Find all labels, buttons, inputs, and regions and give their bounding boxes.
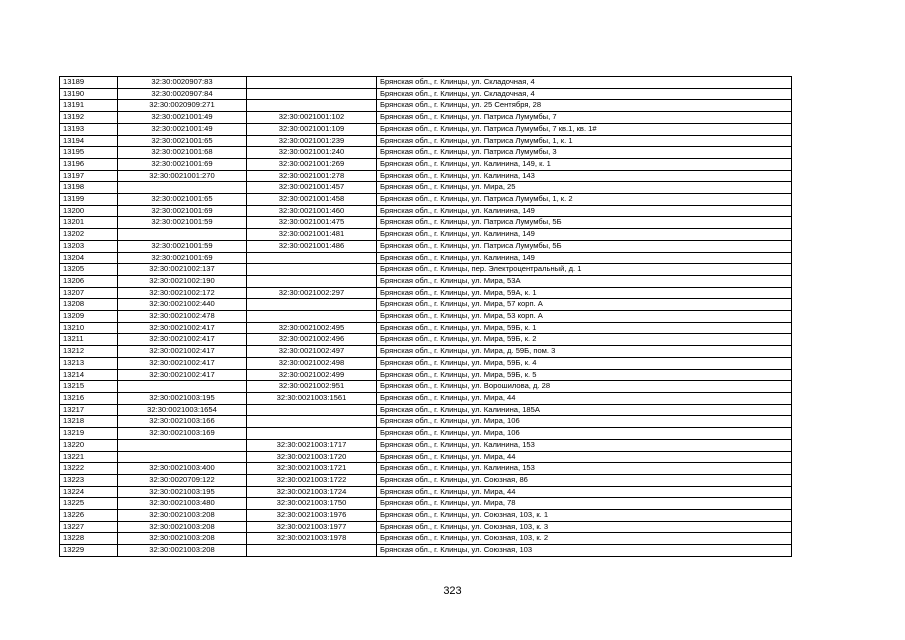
land-cadastral-number-cell: 32:30:0021002:172 [118,287,247,299]
building-cadastral-number-cell: 32:30:0021001:239 [247,135,377,147]
land-cadastral-number-cell: 32:30:0021001:65 [118,135,247,147]
building-cadastral-number-cell: 32:30:0021001:269 [247,158,377,170]
row-number-cell: 13200 [60,205,118,217]
land-cadastral-number-cell [118,381,247,393]
table-row [60,439,792,451]
row-number-cell: 13209 [60,311,118,323]
building-cadastral-number-cell: 32:30:0021001:486 [247,240,377,252]
building-cadastral-number-cell: 32:30:0021001:278 [247,170,377,182]
land-cadastral-number-cell: 32:30:0021001:65 [118,194,247,206]
table-row [60,498,792,510]
table-row [60,287,792,299]
land-cadastral-number-cell: 32:30:0020907:83 [118,77,247,89]
building-cadastral-number-cell: 32:30:0021003:1721 [247,463,377,475]
table-row [60,205,792,217]
table-row [60,264,792,276]
table-row [60,217,792,229]
row-number-cell: 13223 [60,474,118,486]
address-cell: Брянская обл., г. Клинцы, пер. Электроцентральный, д. 1 [377,264,792,276]
building-cadastral-number-cell: 32:30:0021003:1724 [247,486,377,498]
land-cadastral-number-cell [118,182,247,194]
table-row [60,112,792,124]
address-cell: Брянская обл., г. Клинцы, ул. Калинина, 153 [377,463,792,475]
row-number-cell: 13214 [60,369,118,381]
land-cadastral-number-cell: 32:30:0021001:270 [118,170,247,182]
row-number-cell: 13227 [60,521,118,533]
address-cell: Брянская обл., г. Клинцы, ул. Калинина, 143 [377,170,792,182]
address-cell: Брянская обл., г. Клинцы, ул. Патриса Лумумбы, 5Б [377,240,792,252]
land-cadastral-number-cell: 32:30:0021001:69 [118,252,247,264]
row-number-cell: 13213 [60,357,118,369]
building-cadastral-number-cell: 32:30:0021003:1978 [247,533,377,545]
row-number-cell: 13212 [60,346,118,358]
row-number-cell: 13222 [60,463,118,475]
address-cell: Брянская обл., г. Клинцы, ул. Ворошилова, д. 28 [377,381,792,393]
address-cell: Брянская обл., г. Клинцы, ул. Калинина, 149, к. 1 [377,158,792,170]
row-number-cell: 13220 [60,439,118,451]
land-cadastral-number-cell: 32:30:0021001:59 [118,217,247,229]
table-row [60,416,792,428]
table-row [60,533,792,545]
address-cell: Брянская обл., г. Клинцы, ул. Мира, 44 [377,451,792,463]
land-cadastral-number-cell: 32:30:0021002:417 [118,322,247,334]
address-cell: Брянская обл., г. Клинцы, ул. Патриса Лумумбы, 5Б [377,217,792,229]
building-cadastral-number-cell: 32:30:0021003:1717 [247,439,377,451]
address-cell: Брянская обл., г. Клинцы, ул. Калинина, 149 [377,252,792,264]
row-number-cell: 13228 [60,533,118,545]
land-cadastral-number-cell: 32:30:0021002:417 [118,369,247,381]
building-cadastral-number-cell [247,416,377,428]
table-row [60,77,792,89]
row-number-cell: 13202 [60,229,118,241]
table-row [60,428,792,440]
row-number-cell: 13219 [60,428,118,440]
table-row [60,392,792,404]
address-cell: Брянская обл., г. Клинцы, ул. Мира, 57 корп. А [377,299,792,311]
property-table [59,76,792,557]
table-row [60,381,792,393]
land-cadastral-number-cell: 32:30:0021003:1654 [118,404,247,416]
building-cadastral-number-cell: 32:30:0021001:457 [247,182,377,194]
table-row [60,240,792,252]
land-cadastral-number-cell: 32:30:0021002:417 [118,346,247,358]
row-number-cell: 13216 [60,392,118,404]
land-cadastral-number-cell: 32:30:0021003:166 [118,416,247,428]
building-cadastral-number-cell: 32:30:0021002:297 [247,287,377,299]
land-cadastral-number-cell: 32:30:0021002:417 [118,334,247,346]
row-number-cell: 13217 [60,404,118,416]
table-row [60,357,792,369]
address-cell: Брянская обл., г. Клинцы, ул. Мира, 59Б, к. 5 [377,369,792,381]
land-cadastral-number-cell: 32:30:0021001:68 [118,147,247,159]
address-cell: Брянская обл., г. Клинцы, ул. Калинина, 153 [377,439,792,451]
address-cell: Брянская обл., г. Клинцы, ул. Мира, 53А [377,275,792,287]
building-cadastral-number-cell [247,404,377,416]
table-row [60,369,792,381]
land-cadastral-number-cell [118,451,247,463]
building-cadastral-number-cell: 32:30:0021003:1561 [247,392,377,404]
building-cadastral-number-cell [247,100,377,112]
address-cell: Брянская обл., г. Клинцы, ул. Мира, 106 [377,416,792,428]
address-cell: Брянская обл., г. Клинцы, ул. Мира, 106 [377,428,792,440]
land-cadastral-number-cell: 32:30:0021002:137 [118,264,247,276]
land-cadastral-number-cell: 32:30:0020909:271 [118,100,247,112]
table-row [60,521,792,533]
row-number-cell: 13207 [60,287,118,299]
building-cadastral-number-cell [247,275,377,287]
table-row [60,123,792,135]
building-cadastral-number-cell: 32:30:0021002:497 [247,346,377,358]
row-number-cell: 13197 [60,170,118,182]
address-cell: Брянская обл., г. Клинцы, ул. Мира, 44 [377,392,792,404]
address-cell: Брянская обл., г. Клинцы, ул. Союзная, 103, к. 3 [377,521,792,533]
building-cadastral-number-cell [247,428,377,440]
table-row [60,275,792,287]
building-cadastral-number-cell: 32:30:0021002:498 [247,357,377,369]
row-number-cell: 13221 [60,451,118,463]
land-cadastral-number-cell: 32:30:0021003:400 [118,463,247,475]
row-number-cell: 13226 [60,510,118,522]
address-cell: Брянская обл., г. Клинцы, ул. Мира, д. 59Б, пом. 3 [377,346,792,358]
address-cell: Брянская обл., г. Клинцы, ул. Патриса Лумумбы, 7 [377,112,792,124]
row-number-cell: 13225 [60,498,118,510]
table-row [60,299,792,311]
table-row [60,147,792,159]
row-number-cell: 13198 [60,182,118,194]
row-number-cell: 13215 [60,381,118,393]
row-number-cell: 13190 [60,88,118,100]
address-cell: Брянская обл., г. Клинцы, ул. Мира, 25 [377,182,792,194]
address-cell: Брянская обл., г. Клинцы, ул. Складочная, 4 [377,88,792,100]
land-cadastral-number-cell: 32:30:0021003:208 [118,545,247,557]
building-cadastral-number-cell: 32:30:0021001:475 [247,217,377,229]
land-cadastral-number-cell: 32:30:0021001:69 [118,158,247,170]
land-cadastral-number-cell: 32:30:0021003:208 [118,533,247,545]
address-cell: Брянская обл., г. Клинцы, ул. Патриса Лумумбы, 7 кв.1, кв. 1# [377,123,792,135]
address-cell: Брянская обл., г. Клинцы, ул. Патриса Лумумбы, 3 [377,147,792,159]
table-row [60,486,792,498]
building-cadastral-number-cell: 32:30:0021001:458 [247,194,377,206]
building-cadastral-number-cell [247,252,377,264]
land-cadastral-number-cell: 32:30:0021003:208 [118,521,247,533]
building-cadastral-number-cell: 32:30:0021001:240 [247,147,377,159]
address-cell: Брянская обл., г. Клинцы, ул. Мира, 59А, к. 1 [377,287,792,299]
property-table-body [60,77,792,557]
land-cadastral-number-cell: 32:30:0021001:69 [118,205,247,217]
building-cadastral-number-cell [247,264,377,276]
building-cadastral-number-cell [247,545,377,557]
table-row [60,194,792,206]
address-cell: Брянская обл., г. Клинцы, ул. 25 Сентября, 28 [377,100,792,112]
building-cadastral-number-cell: 32:30:0021001:109 [247,123,377,135]
address-cell: Брянская обл., г. Клинцы, ул. Союзная, 103 [377,545,792,557]
land-cadastral-number-cell: 32:30:0021001:49 [118,123,247,135]
table-row [60,88,792,100]
land-cadastral-number-cell [118,439,247,451]
land-cadastral-number-cell: 32:30:0021003:208 [118,510,247,522]
table-row [60,182,792,194]
table-row [60,474,792,486]
row-number-cell: 13211 [60,334,118,346]
row-number-cell: 13208 [60,299,118,311]
address-cell: Брянская обл., г. Клинцы, ул. Союзная, 103, к. 1 [377,510,792,522]
row-number-cell: 13204 [60,252,118,264]
row-number-cell: 13189 [60,77,118,89]
row-number-cell: 13205 [60,264,118,276]
land-cadastral-number-cell: 32:30:0020907:84 [118,88,247,100]
land-cadastral-number-cell: 32:30:0021002:440 [118,299,247,311]
table-row [60,545,792,557]
land-cadastral-number-cell: 32:30:0021002:417 [118,357,247,369]
table-row [60,252,792,264]
row-number-cell: 13191 [60,100,118,112]
building-cadastral-number-cell: 32:30:0021002:499 [247,369,377,381]
table-row [60,451,792,463]
address-cell: Брянская обл., г. Клинцы, ул. Союзная, 103, к. 2 [377,533,792,545]
address-cell: Брянская обл., г. Клинцы, ул. Мира, 44 [377,486,792,498]
building-cadastral-number-cell: 32:30:0021002:495 [247,322,377,334]
building-cadastral-number-cell: 32:30:0021001:481 [247,229,377,241]
land-cadastral-number-cell: 32:30:0021001:49 [118,112,247,124]
row-number-cell: 13194 [60,135,118,147]
building-cadastral-number-cell: 32:30:0021003:1750 [247,498,377,510]
page-number: 323 [443,585,462,597]
row-number-cell: 13218 [60,416,118,428]
table-row [60,404,792,416]
table-row [60,311,792,323]
land-cadastral-number-cell: 32:30:0021003:480 [118,498,247,510]
row-number-cell: 13201 [60,217,118,229]
row-number-cell: 13193 [60,123,118,135]
table-row [60,100,792,112]
row-number-cell: 13224 [60,486,118,498]
table-row [60,322,792,334]
land-cadastral-number-cell: 32:30:0021002:190 [118,275,247,287]
address-cell: Брянская обл., г. Клинцы, ул. Патриса Лумумбы, 1, к. 1 [377,135,792,147]
land-cadastral-number-cell: 32:30:0021003:195 [118,392,247,404]
building-cadastral-number-cell: 32:30:0021003:1722 [247,474,377,486]
land-cadastral-number-cell: 32:30:0021002:478 [118,311,247,323]
table-row [60,510,792,522]
table-row [60,135,792,147]
address-cell: Брянская обл., г. Клинцы, ул. Мира, 59Б, к. 2 [377,334,792,346]
table-row [60,346,792,358]
building-cadastral-number-cell: 32:30:0021003:1976 [247,510,377,522]
building-cadastral-number-cell: 32:30:0021001:460 [247,205,377,217]
land-cadastral-number-cell: 32:30:0020709:122 [118,474,247,486]
building-cadastral-number-cell [247,299,377,311]
row-number-cell: 13195 [60,147,118,159]
land-cadastral-number-cell: 32:30:0021001:59 [118,240,247,252]
row-number-cell: 13210 [60,322,118,334]
table-row [60,334,792,346]
row-number-cell: 13206 [60,275,118,287]
address-cell: Брянская обл., г. Клинцы, ул. Калинина, 185А [377,404,792,416]
address-cell: Брянская обл., г. Клинцы, ул. Патриса Лумумбы, 1, к. 2 [377,194,792,206]
address-cell: Брянская обл., г. Клинцы, ул. Мира, 59Б, к. 4 [377,357,792,369]
land-cadastral-number-cell: 32:30:0021003:195 [118,486,247,498]
row-number-cell: 13203 [60,240,118,252]
building-cadastral-number-cell [247,88,377,100]
row-number-cell: 13196 [60,158,118,170]
building-cadastral-number-cell [247,77,377,89]
building-cadastral-number-cell: 32:30:0021002:951 [247,381,377,393]
building-cadastral-number-cell [247,311,377,323]
building-cadastral-number-cell: 32:30:0021002:496 [247,334,377,346]
table-row [60,229,792,241]
table-row [60,170,792,182]
building-cadastral-number-cell: 32:30:0021003:1720 [247,451,377,463]
land-cadastral-number-cell [118,229,247,241]
row-number-cell: 13192 [60,112,118,124]
address-cell: Брянская обл., г. Клинцы, ул. Мира, 53 корп. А [377,311,792,323]
address-cell: Брянская обл., г. Клинцы, ул. Мира, 59Б, к. 1 [377,322,792,334]
address-cell: Брянская обл., г. Клинцы, ул. Складочная, 4 [377,77,792,89]
table-row [60,158,792,170]
building-cadastral-number-cell: 32:30:0021001:102 [247,112,377,124]
row-number-cell: 13199 [60,194,118,206]
address-cell: Брянская обл., г. Клинцы, ул. Калинина, 149 [377,205,792,217]
table-row [60,463,792,475]
land-cadastral-number-cell: 32:30:0021003:169 [118,428,247,440]
address-cell: Брянская обл., г. Клинцы, ул. Союзная, 86 [377,474,792,486]
row-number-cell: 13229 [60,545,118,557]
building-cadastral-number-cell: 32:30:0021003:1977 [247,521,377,533]
address-cell: Брянская обл., г. Клинцы, ул. Мира, 78 [377,498,792,510]
address-cell: Брянская обл., г. Клинцы, ул. Калинина, 149 [377,229,792,241]
